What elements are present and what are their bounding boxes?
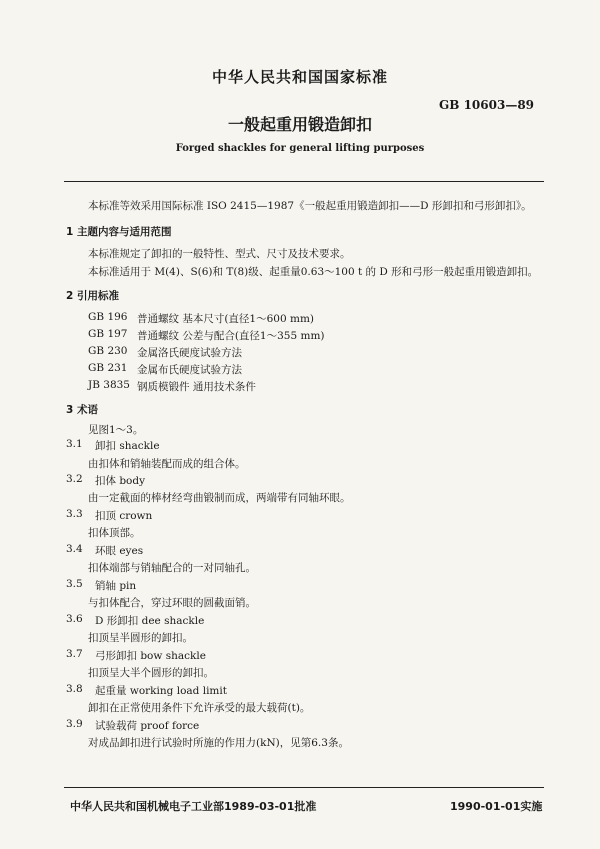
- section-3-heading: 3 术语: [66, 404, 98, 416]
- term-name: 扣顶 crown: [95, 510, 153, 522]
- reference-code: GB 196: [88, 311, 128, 323]
- term-definition: 对成品卸扣进行试验时所施的作用力(kN)，见第6.3条。: [88, 737, 349, 749]
- term-name: D 形卸扣 dee shackle: [95, 615, 205, 627]
- term-definition: 扣顶呈半圆形的卸扣。: [88, 632, 193, 644]
- english-title: Forged shackles for general lifting purposes: [175, 143, 425, 154]
- reference-title: 普通螺纹 公差与配合(直径1～355 mm): [137, 330, 325, 342]
- reference-code: GB 230: [88, 345, 128, 357]
- term-name: 卸扣 shackle: [95, 440, 160, 452]
- term-number: 3.1: [66, 438, 83, 450]
- term-name: 扣体 body: [95, 475, 146, 487]
- term-number: 3.2: [66, 473, 83, 485]
- standard-body-header: 中华人民共和国国家标准: [211, 68, 388, 86]
- term-definition: 扣体顶部。: [88, 527, 141, 539]
- reference-title: 金属洛氏硬度试验方法: [137, 347, 242, 359]
- reference-code: GB 197: [88, 328, 128, 340]
- term-number: 3.5: [66, 578, 83, 590]
- term-number: 3.9: [66, 718, 83, 730]
- term-name: 试验载荷 proof force: [95, 720, 200, 732]
- reference-title: 普通螺纹 基本尺寸(直径1～600 mm): [137, 313, 315, 325]
- term-definition: 由扣体和销轴装配而成的组合体。: [88, 458, 246, 470]
- term-number: 3.3: [66, 508, 83, 520]
- intro-text: 本标准等效采用国际标准 ISO 2415—1987《一般起重用锻造卸扣——D 形卸扣和弓形卸扣》。: [88, 200, 532, 212]
- document-title: 一般起重用锻造卸扣: [227, 115, 372, 134]
- term-definition: 卸扣在正常使用条件下允许承受的最大载荷(t)。: [88, 702, 311, 714]
- term-definition: 扣体端部与销轴配合的一对同轴孔。: [88, 562, 256, 574]
- approval-line: 中华人民共和国机械电子工业部1989-03-01批准: [70, 800, 317, 813]
- term-number: 3.6: [66, 613, 83, 625]
- section-1-heading: 1 主题内容与适用范围: [66, 226, 172, 238]
- term-definition: 由一定截面的棒材经弯曲锻制而成，两端带有同轴环眼。: [88, 492, 351, 504]
- term-name: 环眼 eyes: [95, 545, 144, 557]
- header-divider: [64, 181, 544, 182]
- term-number: 3.4: [66, 543, 83, 555]
- gb-number: GB 10603—89: [439, 98, 535, 112]
- reference-title: 金属布氏硬度试验方法: [137, 364, 242, 376]
- section-1-line-1: 本标准规定了卸扣的一般特性、型式、尺寸及技术要求。: [88, 248, 351, 260]
- term-definition: 扣顶呈大半个圆形的卸扣。: [88, 667, 214, 679]
- term-number: 3.8: [66, 683, 83, 695]
- footer-divider: [64, 787, 544, 788]
- term-definition: 与扣体配合，穿过环眼的圆截面销。: [88, 597, 256, 609]
- see-figures-note: 见图1～3。: [88, 424, 144, 436]
- term-name: 弓形卸扣 bow shackle: [95, 650, 206, 662]
- reference-title: 钢质模锻件 通用技术条件: [137, 381, 256, 393]
- term-name: 销轴 pin: [95, 580, 137, 592]
- reference-code: GB 231: [88, 362, 128, 374]
- reference-code: JB 3835: [88, 379, 130, 391]
- term-name: 起重量 working load limit: [95, 685, 227, 697]
- term-number: 3.7: [66, 648, 83, 660]
- section-2-heading: 2 引用标准: [66, 290, 119, 302]
- section-1-line-2: 本标准适用于 M(4)、S(6)和 T(8)级、起重量0.63～100 t 的 D 形和弓形一般起重用锻造卸扣。: [88, 266, 539, 278]
- effective-date: 1990-01-01实施: [450, 800, 543, 813]
